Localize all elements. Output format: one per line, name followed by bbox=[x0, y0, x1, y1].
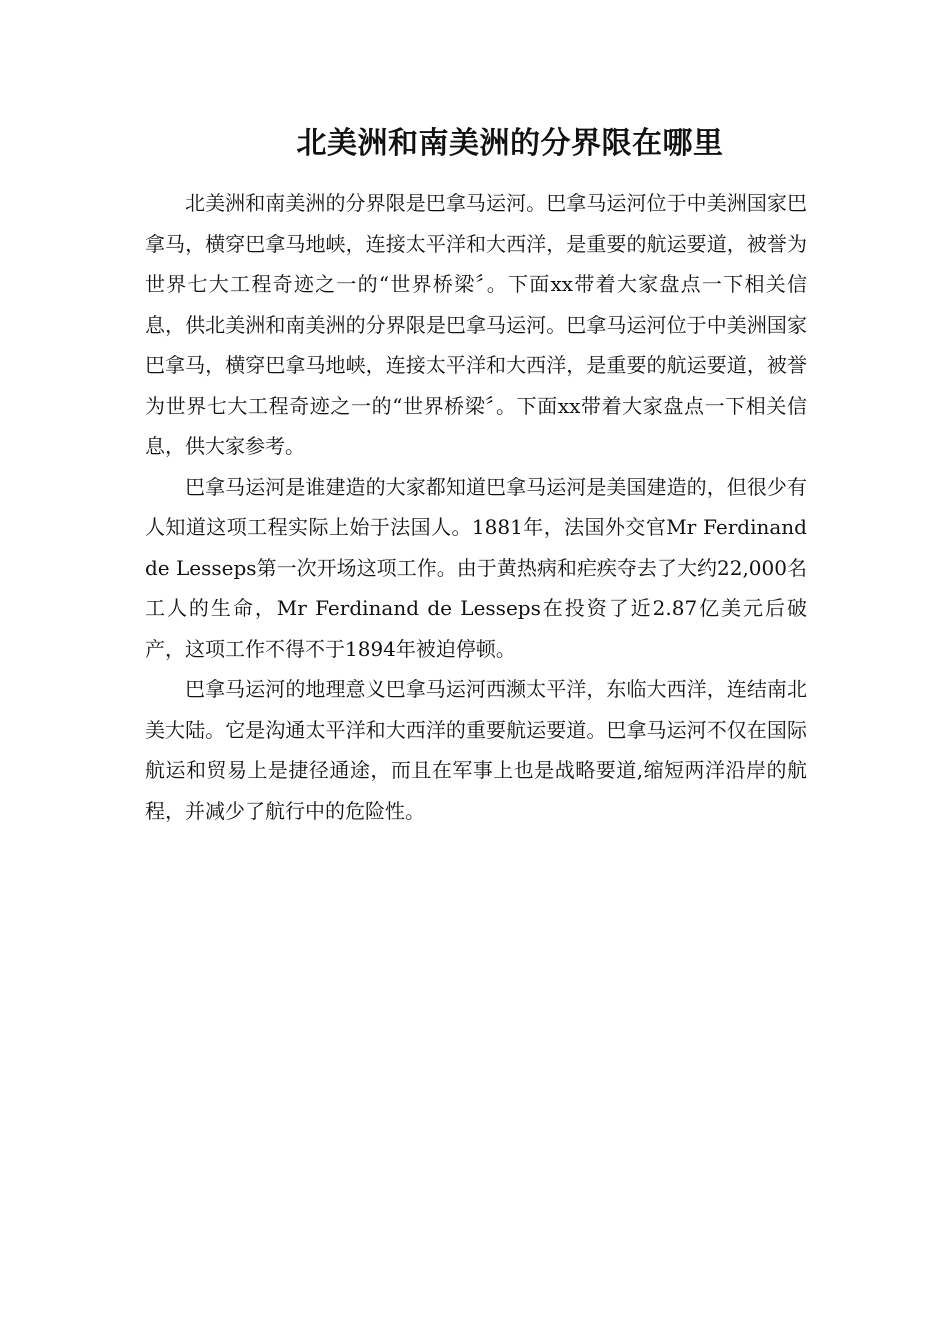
paragraph-2: 巴拿马运河是谁建造的大家都知道巴拿马运河是美国建造的，但很少有人知道这项工程实际上始于法国人。1881年，法国外交官Mr Ferdinand de Lesseps第一次开场这项工作。由于黄热病和疟疾夺去了大约22,000名工人的生命，Mr Ferdinand de Lesseps在投资了近2.87亿美元后破产，这项工作不得不于1894年被迫停顿。 bbox=[145, 474, 807, 661]
paragraph-3: 巴拿马运河的地理意义巴拿马运河西濒太平洋，东临大西洋，连结南北美大陆。它是沟通太平洋和大西洋的重要航运要道。巴拿马运河不仅在国际航运和贸易上是捷径通途，而且在军事上也是战略要道,缩短两洋沿岸的航程，并减少了航行中的危险性。 bbox=[145, 677, 807, 823]
document-body bbox=[145, 183, 807, 831]
document-title: 北美洲和南美洲的分界限在哪里 bbox=[296, 126, 724, 161]
paragraph-1: 北美洲和南美洲的分界限是巴拿马运河。巴拿马运河位于中美洲国家巴拿马，横穿巴拿马地峡，连接太平洋和大西洋，是重要的航运要道，被誉为世界七大工程奇迹之一的“世界桥梁〞。下面xx带着大家盘点一下相关信息，供北美洲和南美洲的分界限是巴拿马运河。巴拿马运河位于中美洲国家巴拿马，横穿巴拿马地峡，连接太平洋和大西洋，是重要的航运要道，被誉为世界七大工程奇迹之一的“世界桥梁〞。下面xx带着大家盘点一下相关信息，供大家参考。 bbox=[145, 191, 807, 458]
